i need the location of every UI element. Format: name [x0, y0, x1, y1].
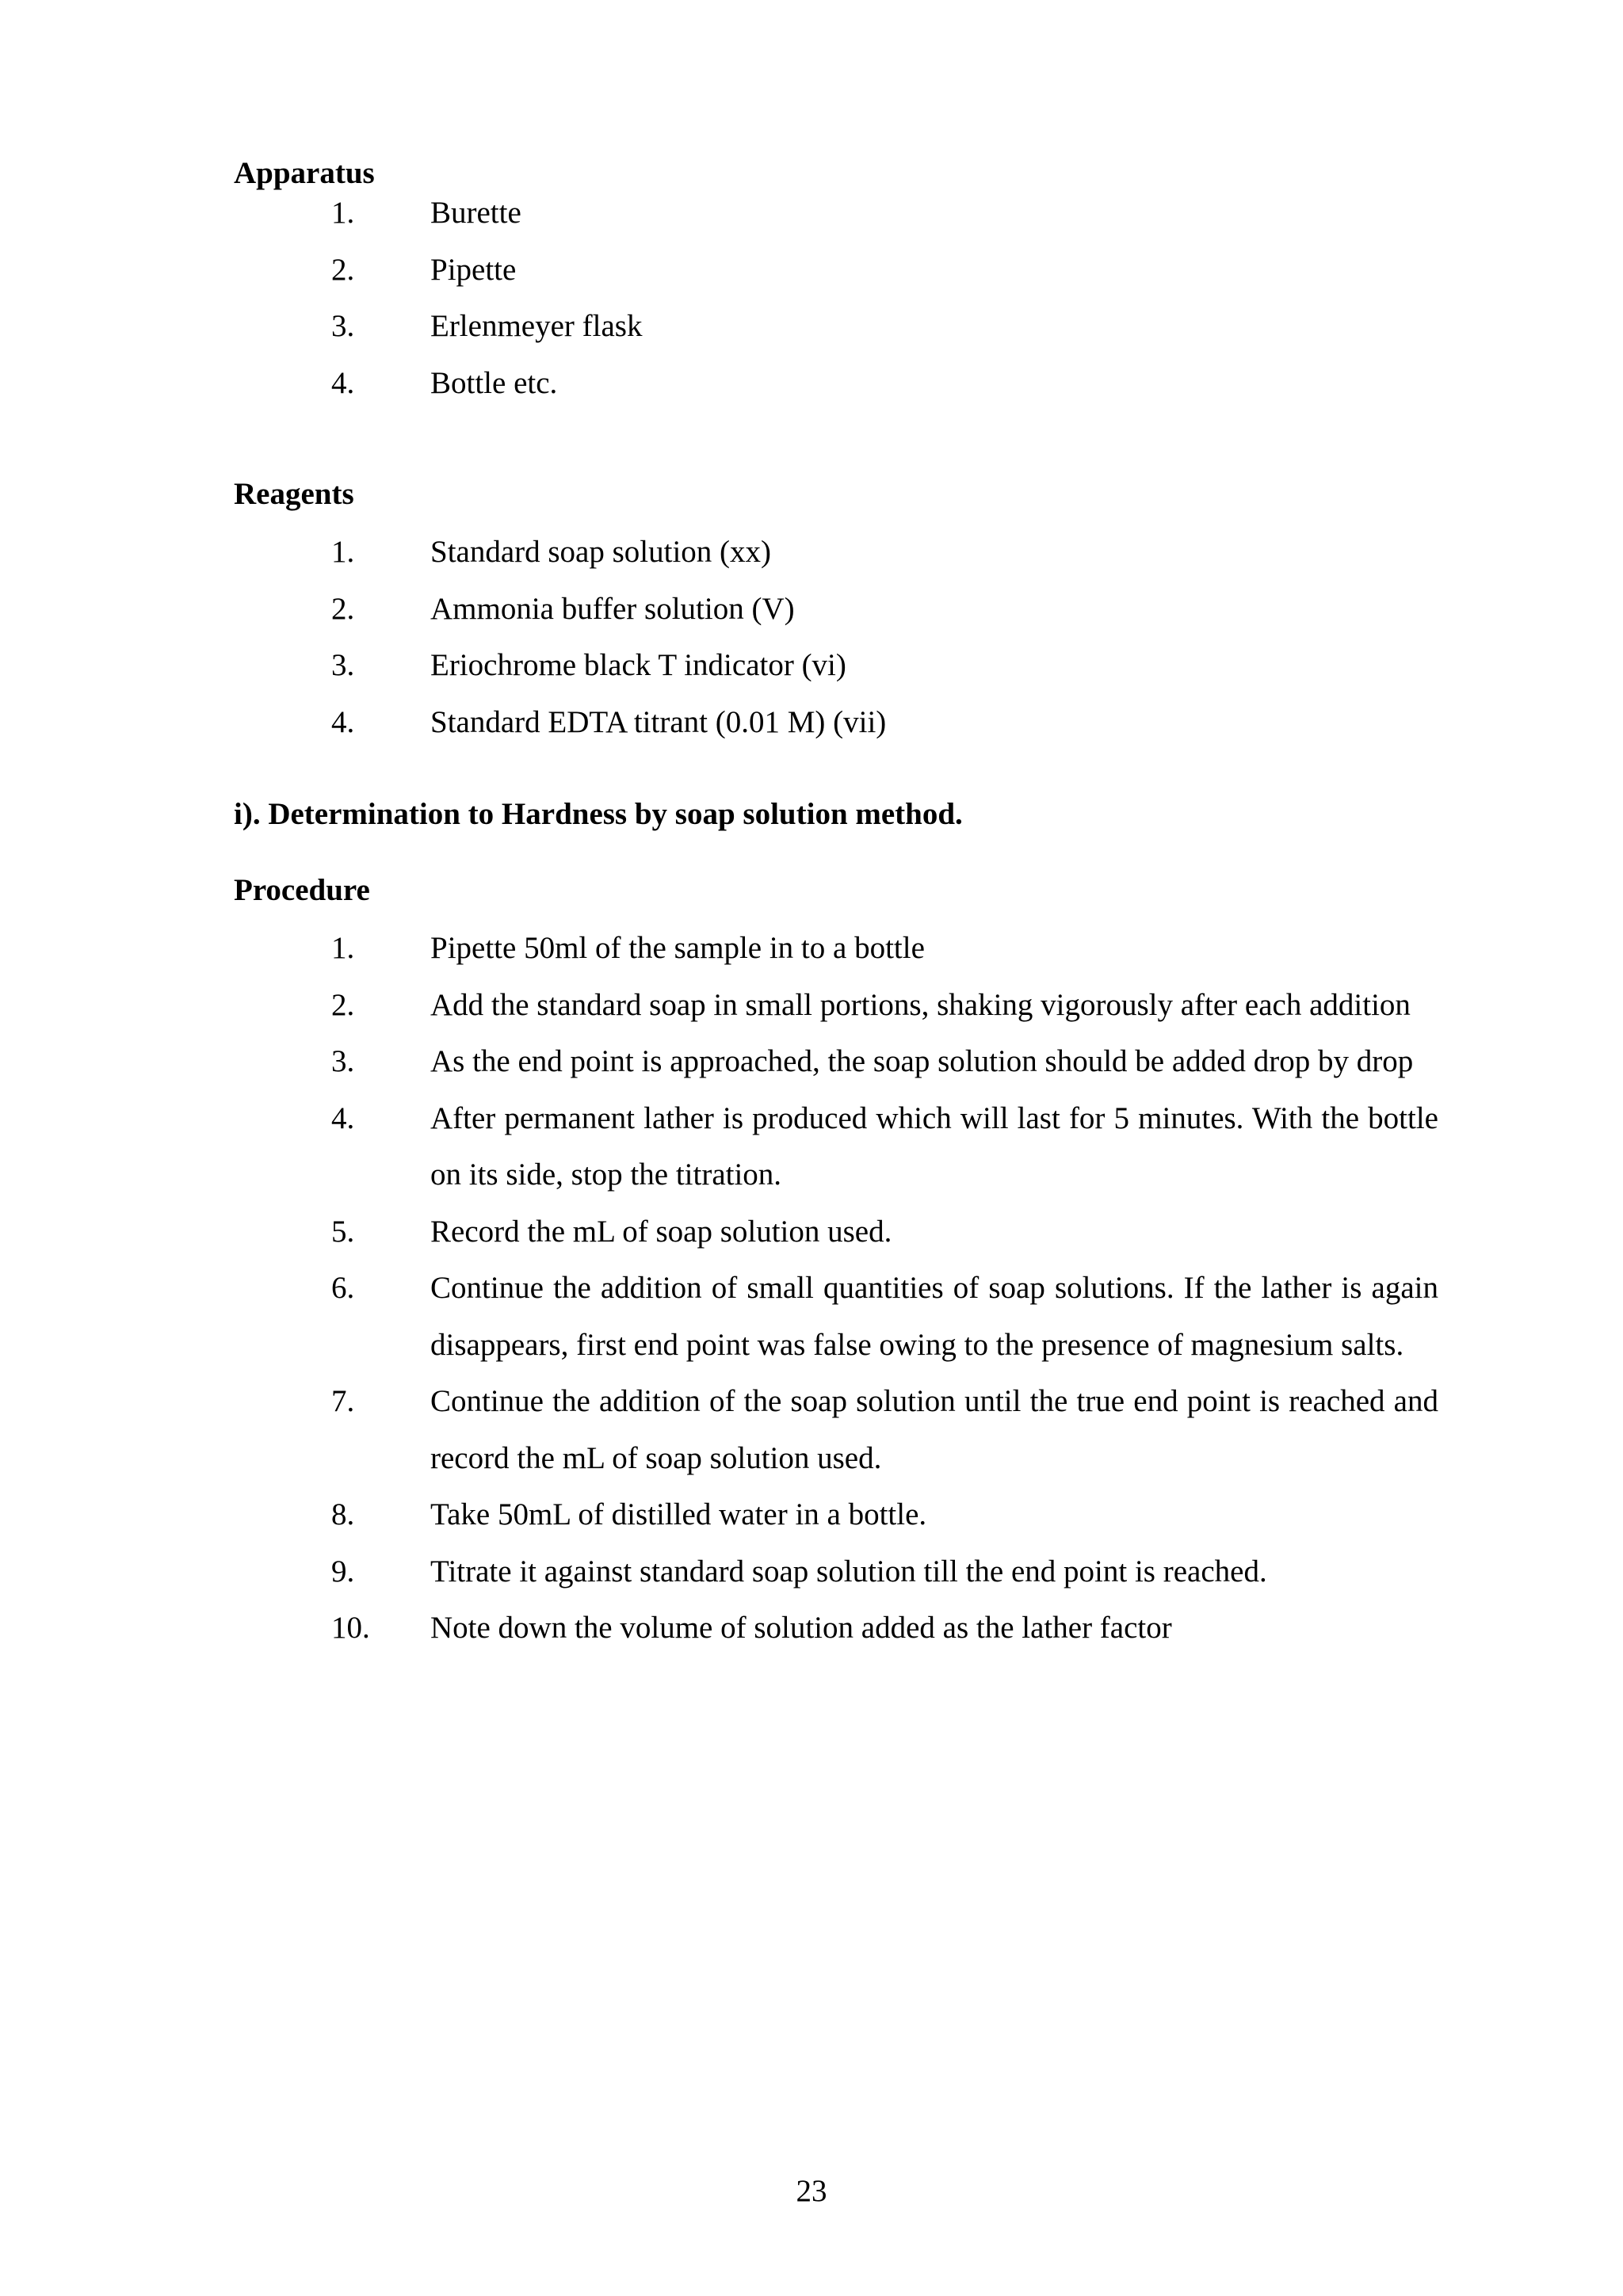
- item-text: Record the mL of soap solution used.: [430, 1214, 892, 1249]
- item-number: 8.: [331, 1497, 355, 1531]
- list-item: [0, 355, 1623, 412]
- item-number: 4.: [331, 704, 355, 739]
- item-text: Note down the volume of solution added as the lather factor: [430, 1611, 1172, 1645]
- item-text: Pipette 50ml of the sample in to a bottle: [430, 931, 925, 965]
- item-number: 9.: [331, 1554, 355, 1589]
- item-text: Take 50mL of distilled water in a bottle.: [430, 1497, 927, 1531]
- list-item: [0, 185, 1623, 242]
- item-number: 2.: [331, 252, 355, 287]
- list-item: [0, 298, 1623, 355]
- item-number: 10.: [331, 1611, 370, 1645]
- list-item: [0, 1600, 1623, 1657]
- list-item: [0, 524, 1623, 581]
- list-item: [0, 1090, 1623, 1203]
- item-text: Ammonia buffer solution (V): [430, 591, 795, 626]
- item-text: As the end point is approached, the soap solution should be added drop by drop: [430, 1044, 1414, 1078]
- item-number: 3.: [331, 648, 355, 682]
- list-item: [0, 1260, 1623, 1373]
- page-number: 23: [796, 2174, 827, 2208]
- item-number: 3.: [331, 309, 355, 343]
- list-item: [0, 242, 1623, 299]
- item-text: Erlenmeyer flask: [430, 309, 643, 343]
- item-number: 1.: [331, 931, 355, 965]
- apparatus-heading: Apparatus: [234, 156, 375, 190]
- item-text: Burette: [430, 196, 521, 230]
- item-number: 7.: [331, 1384, 355, 1418]
- list-item: [0, 1486, 1623, 1543]
- reagents-list: [0, 524, 1623, 750]
- apparatus-list: [0, 185, 1623, 411]
- item-text: Continue the addition of the soap solution until the true end point is reached and record the mL of soap solution used.: [430, 1384, 1438, 1475]
- item-text: Standard EDTA titrant (0.01 M) (vii): [430, 704, 887, 739]
- item-number: 4.: [331, 1100, 355, 1135]
- list-item: [0, 1543, 1623, 1600]
- item-text: Eriochrome black T indicator (vi): [430, 648, 846, 682]
- list-item: [0, 637, 1623, 694]
- list-item: [0, 920, 1623, 977]
- item-text: Titrate it against standard soap solution till the end point is reached.: [430, 1554, 1267, 1589]
- item-number: 5.: [331, 1214, 355, 1249]
- item-number: 1.: [331, 535, 355, 569]
- reagents-heading: Reagents: [234, 477, 354, 511]
- list-item: [0, 1033, 1623, 1090]
- list-item: [0, 694, 1623, 751]
- item-number: 6.: [331, 1271, 355, 1305]
- item-text: After permanent lather is produced which will last for 5 minutes. With the bottle on its side, stop the titration.: [430, 1100, 1438, 1192]
- list-item: [0, 1373, 1623, 1486]
- item-text: Standard soap solution (xx): [430, 535, 772, 569]
- list-item: [0, 1203, 1623, 1261]
- procedure-heading: Procedure: [234, 873, 370, 907]
- item-number: 2.: [331, 591, 355, 626]
- item-text: Add the standard soap in small portions, shaking vigorously after each addition: [430, 987, 1411, 1022]
- item-text: Continue the addition of small quantities of soap solutions. If the lather is again disappears, first end point was false owing to the presence of magnesium salts.: [430, 1271, 1438, 1362]
- item-number: 1.: [331, 196, 355, 230]
- procedure-list: [0, 920, 1623, 1657]
- item-text: Pipette: [430, 252, 517, 287]
- section-title: i). Determination to Hardness by soap solution method.: [234, 797, 963, 831]
- list-item: [0, 581, 1623, 638]
- list-item: [0, 977, 1623, 1034]
- item-number: 3.: [331, 1044, 355, 1078]
- item-text: Bottle etc.: [430, 365, 558, 400]
- item-number: 2.: [331, 987, 355, 1022]
- item-number: 4.: [331, 365, 355, 400]
